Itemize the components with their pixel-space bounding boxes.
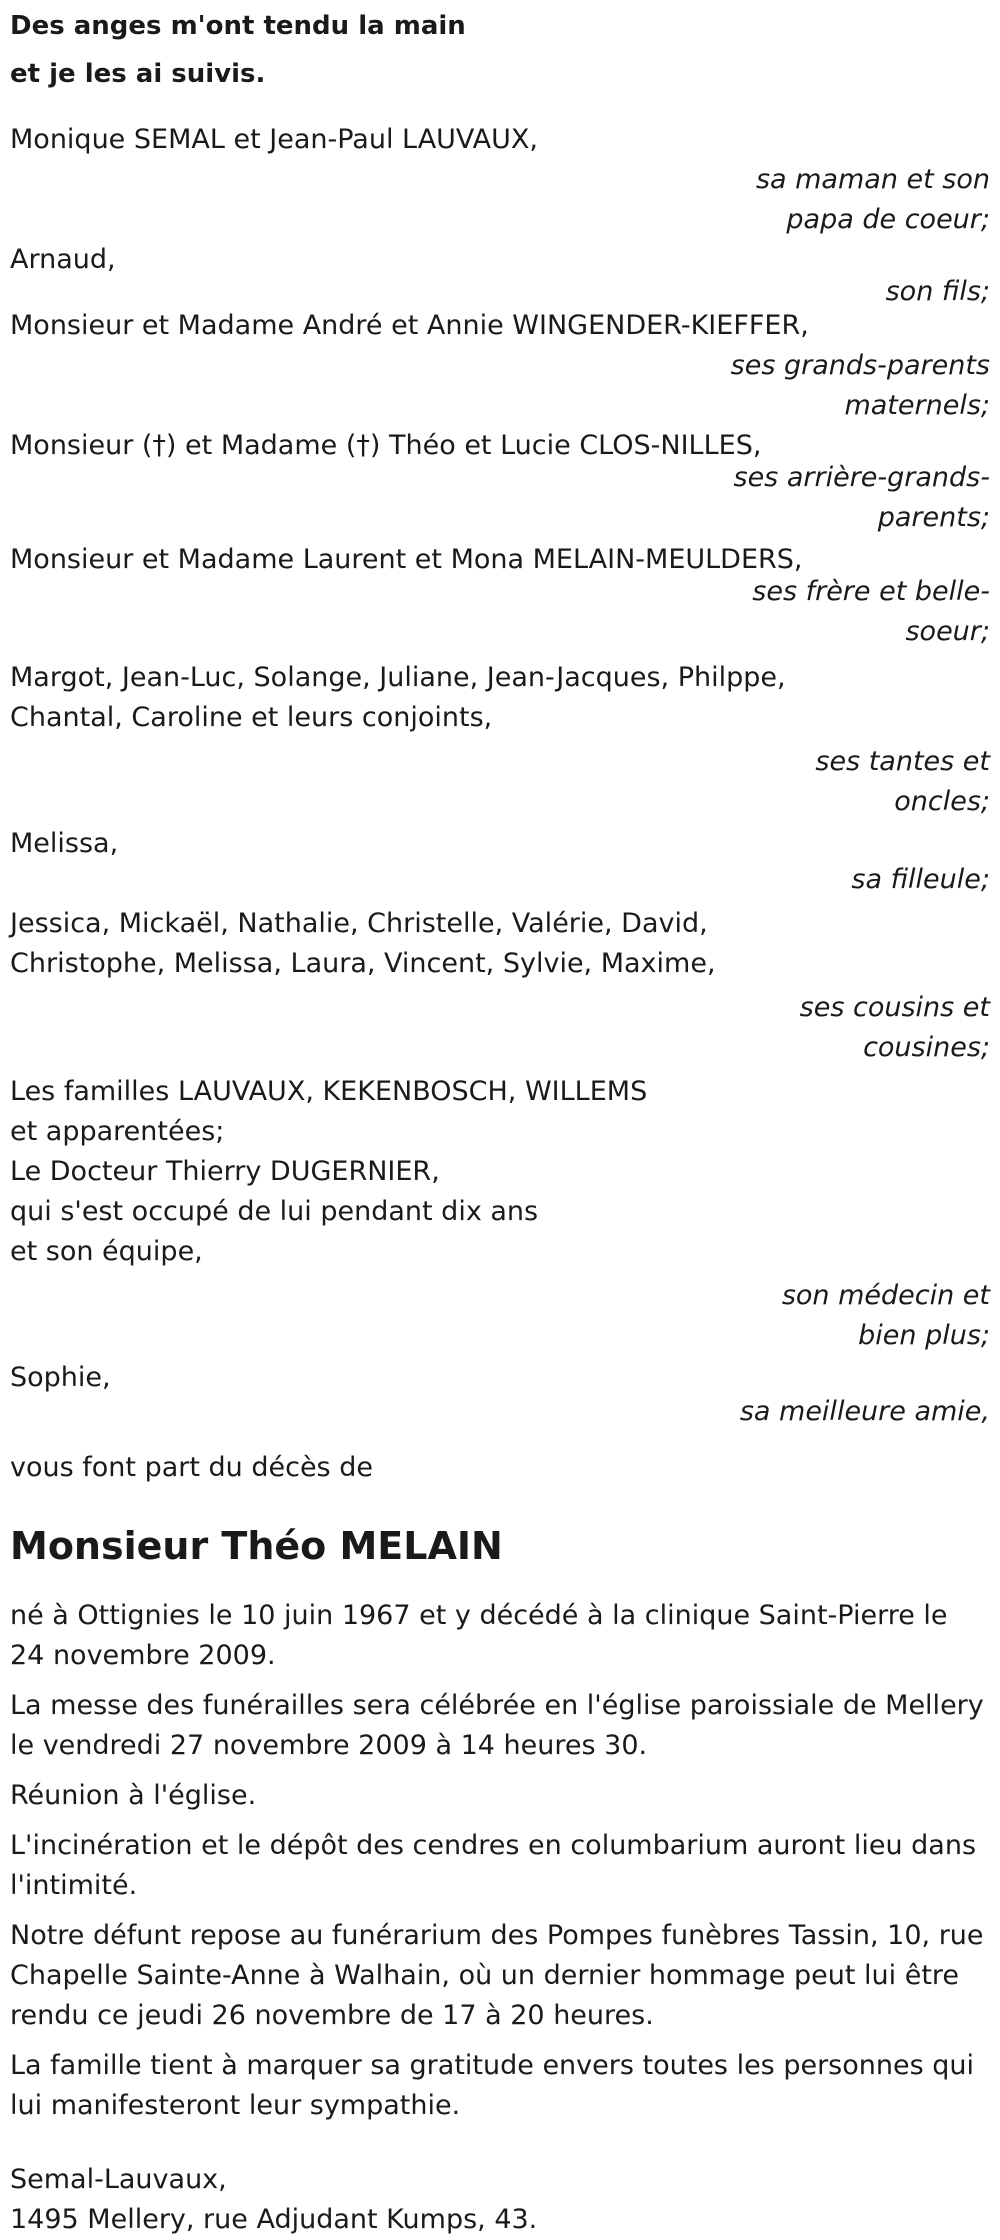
detail-paragraph: La famille tient à marquer sa gratitude envers toutes les personnes qui lui manifesteront leur sympathie. [10, 2050, 975, 2121]
family-names: Monique SEMAL et Jean-Paul LAUVAUX, [10, 124, 538, 155]
family-role: ses arrière-grands- [733, 462, 990, 493]
family-role: parents; [877, 502, 990, 533]
family-role: bien plus; [858, 1320, 990, 1351]
epigraph-line: Des anges m'ont tendu la main [10, 11, 466, 41]
family-entry [10, 426, 990, 538]
family-role: sa maman et son [755, 164, 990, 195]
address-line: Semal-Lauvaux, [10, 2164, 227, 2195]
family-entry [10, 240, 990, 312]
family-names: Le Docteur Thierry DUGERNIER, [10, 1156, 440, 1187]
family-role: cousines; [863, 1032, 990, 1063]
family-names: Jessica, Mickaël, Nathalie, Christelle, Valérie, David, [10, 908, 708, 939]
family-entry [10, 824, 990, 900]
family-list [10, 120, 990, 1432]
family-names: Monsieur et Madame Laurent et Mona MELAIN-MEULDERS, [10, 544, 803, 575]
family-entry [10, 1072, 990, 1356]
address-line: 1495 Mellery, rue Adjudant Kumps, 43. [10, 2204, 538, 2235]
detail-paragraph: né à Ottignies le 10 juin 1967 et y décédé à la clinique Saint-Pierre le 24 novembre 2009. [10, 1600, 948, 1671]
family-role: maternels; [844, 390, 990, 421]
family-entry [10, 540, 990, 652]
family-names: Margot, Jean-Luc, Solange, Juliane, Jean-Jacques, Philppe, [10, 662, 786, 693]
family-role: son fils; [885, 276, 990, 307]
detail-paragraph: L'incinération et le dépôt des cendres en columbarium auront lieu dans l'intimité. [10, 1830, 977, 1901]
detail-paragraph: La messe des funérailles sera célébrée en l'église paroissiale de Mellery le vendredi 27 novembre 2009 à 14 heures 30. [10, 1690, 984, 1761]
family-entry [10, 306, 990, 426]
family-entry [10, 904, 990, 1068]
family-names: Christophe, Melissa, Laura, Vincent, Sylvie, Maxime, [10, 948, 716, 979]
family-names: qui s'est occupé de lui pendant dix ans [10, 1196, 539, 1227]
deceased-name: Monsieur Théo MELAIN [10, 1524, 503, 1568]
family-entry [10, 658, 990, 822]
family-names: Melissa, [10, 828, 119, 859]
family-role: ses frère et belle- [752, 576, 990, 607]
family-names: et apparentées; [10, 1116, 225, 1147]
family-names: Monsieur (†) et Madame (†) Théo et Lucie CLOS-NILLES, [10, 430, 762, 461]
family-names: Monsieur et Madame André et Annie WINGENDER-KIEFFER, [10, 310, 809, 341]
family-names: Les familles LAUVAUX, KEKENBOSCH, WILLEMS [10, 1076, 648, 1107]
family-role: ses cousins et [799, 992, 990, 1023]
family-role: son médecin et [781, 1280, 990, 1311]
family-names: Arnaud, [10, 244, 116, 275]
family-role: soeur; [905, 616, 990, 647]
detail-paragraph: Réunion à l'église. [10, 1780, 257, 1811]
family-names: Sophie, [10, 1362, 111, 1393]
family-names: Chantal, Caroline et leurs conjoints, [10, 702, 493, 733]
detail-paragraph: Notre défunt repose au funérarium des Pompes funèbres Tassin, 10, rue Chapelle Sainte-Anne à Walhain, où un dernier hommage peut lui être rendu ce jeudi 26 novembre de 17 à 20 heures. [10, 1920, 984, 2031]
family-role: sa meilleure amie, [739, 1396, 990, 1427]
family-role: oncles; [894, 786, 990, 817]
family-entry [10, 120, 990, 240]
family-names: et son équipe, [10, 1236, 203, 1267]
epigraph [10, 2, 1000, 98]
announcement: vous font part du décès de [10, 1452, 373, 1483]
family-entry [10, 1358, 990, 1432]
family-role: sa filleule; [851, 864, 990, 895]
details [10, 1596, 990, 2126]
family-address [10, 2160, 1000, 2240]
family-role: ses tantes et [815, 746, 990, 777]
epigraph-line: et je les ai suivis. [10, 59, 266, 89]
family-role: papa de coeur; [786, 204, 990, 235]
family-role: ses grands-parents [730, 350, 990, 381]
